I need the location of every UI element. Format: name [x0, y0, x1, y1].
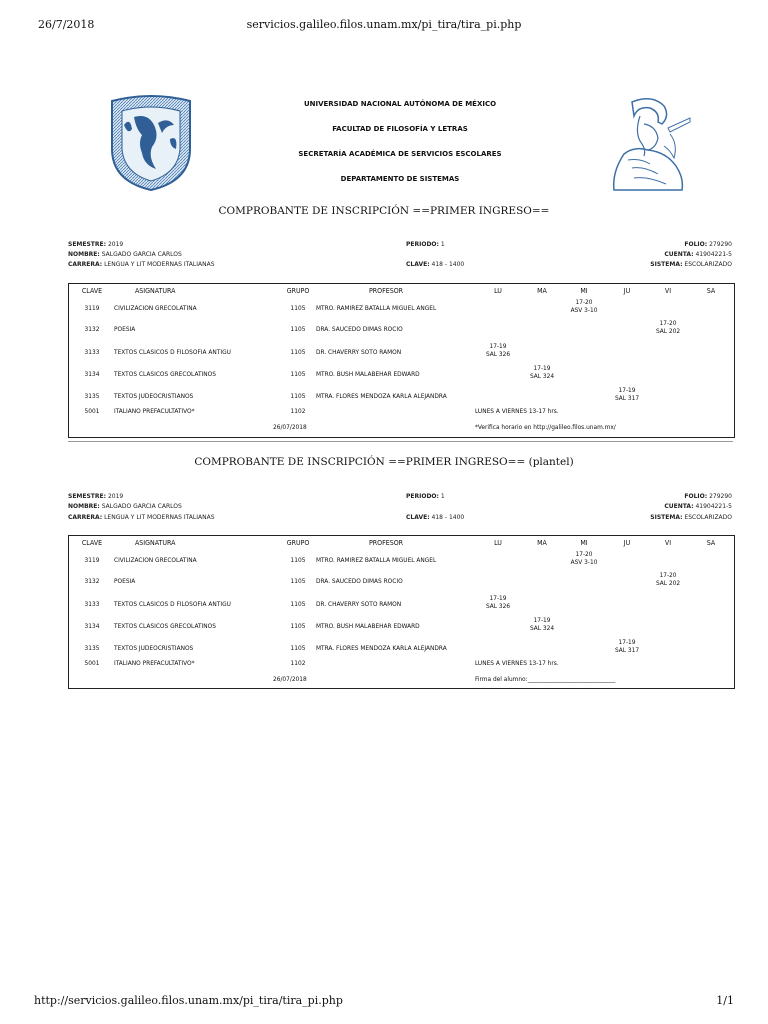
cell-clave: 5001	[84, 659, 100, 667]
institution-department: DEPARTAMENTO DE SISTEMAS	[340, 175, 460, 183]
cell-asignatura: TEXTOS CLASICOS GRECOLATINOS	[114, 622, 216, 630]
cell-profesor: DRA. SAUCEDO DIMAS ROCIO	[316, 577, 403, 585]
column-header-grupo: GRUPO	[286, 287, 310, 295]
print-date-cell: 26/07/2018	[273, 423, 307, 431]
cell-schedule-time: 17-19	[489, 342, 507, 350]
cell-clave: 5001	[84, 407, 100, 415]
print-date: 26/7/2018	[38, 18, 95, 31]
schedule-footnote: *Verifica horario en http://galileo.filos.unam.mx/	[475, 423, 616, 431]
column-header-mi: MI	[580, 539, 588, 547]
institution-secretary: SECRETARÍA ACADÉMICA DE SERVICIOS ESCOLARES	[298, 150, 502, 158]
column-header-lu: LU	[494, 539, 502, 547]
cell-asignatura: TEXTOS CLASICOS D FILOSOFIA ANTIGU	[114, 600, 231, 608]
clave-field: CLAVE: 418 - 1400	[406, 261, 465, 268]
cell-schedule-time: 17-19	[533, 364, 551, 372]
cell-schedule-time: 17-19	[533, 616, 551, 624]
column-header-asignatura: ASIGNATURA	[135, 287, 176, 295]
cell-asignatura: ITALIANO PREFACULTATIVO*	[114, 659, 195, 667]
cell-profesor: DR. CHAVERRY SOTO RAMON	[316, 348, 402, 356]
cell-schedule-note: LUNES A VIERNES 13-17 hrs.	[475, 659, 559, 667]
cell-profesor: MTRA. FLORES MENDOZA KARLA ALEJANDRA	[316, 392, 447, 400]
cell-asignatura: POESIA	[114, 325, 136, 333]
print-page-number: 1/1	[716, 994, 734, 1007]
cell-schedule-room: SAL 317	[614, 394, 640, 402]
cell-schedule-time: 17-20	[575, 298, 593, 306]
sistema-field: SISTEMA: ESCOLARIZADO	[650, 514, 732, 521]
cell-clave: 3133	[84, 600, 100, 608]
cell-schedule-time: 17-19	[618, 386, 636, 394]
cell-schedule-room: SAL 202	[655, 579, 681, 587]
cell-schedule-room: ASV 3-10	[570, 558, 598, 566]
column-header-mi: MI	[580, 287, 588, 295]
column-header-ma: MA	[537, 539, 547, 547]
cell-schedule-time: 17-19	[489, 594, 507, 602]
column-header-ju: JU	[623, 539, 631, 547]
cell-grupo: 1105	[290, 325, 306, 333]
cell-schedule-room: SAL 324	[529, 624, 555, 632]
cuenta-field: CUENTA: 41904221-5	[664, 251, 732, 258]
cell-clave: 3134	[84, 370, 100, 378]
cell-schedule-room: SAL 326	[485, 602, 511, 610]
cell-clave: 3119	[84, 556, 100, 564]
column-header-sa: SA	[706, 539, 716, 547]
print-footer-url: http://servicios.galileo.filos.unam.mx/pi_tira/tira_pi.php	[34, 994, 343, 1007]
cell-schedule-time: 17-19	[618, 638, 636, 646]
column-header-clave: CLAVE	[81, 287, 103, 295]
cell-grupo: 1105	[290, 370, 306, 378]
cell-asignatura: TEXTOS CLASICOS D FILOSOFIA ANTIGU	[114, 348, 231, 356]
nombre-field: NOMBRE: SALGADO GARCIA CARLOS	[68, 503, 182, 510]
receipt-title-plantel: COMPROBANTE DE INSCRIPCIÓN ==PRIMER INGRESO== (plantel)	[194, 456, 574, 468]
cell-clave: 3132	[84, 325, 100, 333]
periodo-field: PERIODO: 1	[406, 241, 445, 248]
cell-schedule-room: SAL 202	[655, 327, 681, 335]
cell-profesor: DRA. SAUCEDO DIMAS ROCIO	[316, 325, 403, 333]
cell-clave: 3135	[84, 392, 100, 400]
cell-grupo: 1105	[290, 392, 306, 400]
cell-profesor: DR. CHAVERRY SOTO RAMON	[316, 600, 402, 608]
cell-schedule-note: LUNES A VIERNES 13-17 hrs.	[475, 407, 559, 415]
cell-grupo: 1105	[290, 622, 306, 630]
schedule-table-plantel	[68, 535, 735, 689]
cell-grupo: 1102	[290, 407, 306, 415]
cell-profesor: MTRO. RAMIREZ BATALLA MIGUEL ANGEL	[316, 556, 437, 564]
cell-asignatura: CIVILIZACION GRECOLATINA	[114, 304, 197, 312]
cell-clave: 3119	[84, 304, 100, 312]
cell-asignatura: ITALIANO PREFACULTATIVO*	[114, 407, 195, 415]
column-header-ju: JU	[623, 287, 631, 295]
cell-schedule-time: 17-20	[575, 550, 593, 558]
column-header-ma: MA	[537, 287, 547, 295]
cell-asignatura: TEXTOS JUDEOCRISTIANOS	[114, 644, 194, 652]
folio-field: FOLIO: 279290	[684, 493, 732, 500]
cell-profesor: MTRO. BUSH MALABEHAR EDWARD	[316, 370, 420, 378]
cell-profesor: MTRO. BUSH MALABEHAR EDWARD	[316, 622, 420, 630]
cell-grupo: 1105	[290, 304, 306, 312]
schedule-table	[68, 283, 735, 438]
folio-field: FOLIO: 279290	[684, 241, 732, 248]
semestre-field: SEMESTRE: 2019	[68, 493, 124, 500]
column-header-grupo: GRUPO	[286, 539, 310, 547]
cell-grupo: 1105	[290, 348, 306, 356]
cell-profesor: MTRA. FLORES MENDOZA KARLA ALEJANDRA	[316, 644, 447, 652]
carrera-field: CARRERA: LENGUA Y LIT MODERNAS ITALIANAS	[68, 514, 215, 521]
cell-grupo: 1105	[290, 644, 306, 652]
cell-clave: 3133	[84, 348, 100, 356]
cell-schedule-time: 17-20	[659, 571, 677, 579]
cell-grupo: 1102	[290, 659, 306, 667]
schedule-table-body	[69, 284, 734, 437]
schedule-table-body	[69, 536, 734, 688]
cell-schedule-room: ASV 3-10	[570, 306, 598, 314]
cell-asignatura: TEXTOS CLASICOS GRECOLATINOS	[114, 370, 216, 378]
nombre-field: NOMBRE: SALGADO GARCIA CARLOS	[68, 251, 182, 258]
cell-asignatura: CIVILIZACION GRECOLATINA	[114, 556, 197, 564]
institution-faculty: FACULTAD DE FILOSOFÍA Y LETRAS	[332, 125, 468, 133]
cuenta-field: CUENTA: 41904221-5	[664, 503, 732, 510]
column-header-profesor: PROFESOR	[369, 287, 404, 295]
column-header-lu: LU	[494, 287, 502, 295]
signature-line: Firma del alumno:______________________________	[475, 675, 616, 683]
print-date-cell: 26/07/2018	[273, 675, 307, 683]
institution-university: UNIVERSIDAD NACIONAL AUTÓNOMA DE MÉXICO	[303, 100, 497, 108]
carrera-field: CARRERA: LENGUA Y LIT MODERNAS ITALIANAS	[68, 261, 215, 268]
column-header-vi: VI	[664, 287, 672, 295]
cell-grupo: 1105	[290, 600, 306, 608]
column-header-clave: CLAVE	[81, 539, 103, 547]
column-header-profesor: PROFESOR	[369, 539, 404, 547]
cell-clave: 3135	[84, 644, 100, 652]
cell-asignatura: POESIA	[114, 577, 136, 585]
cell-grupo: 1105	[290, 577, 306, 585]
column-header-sa: SA	[706, 287, 716, 295]
cell-schedule-time: 17-20	[659, 319, 677, 327]
semestre-field: SEMESTRE: 2019	[68, 241, 124, 248]
cell-schedule-room: SAL 317	[614, 646, 640, 654]
cell-clave: 3134	[84, 622, 100, 630]
separator-line	[68, 441, 733, 442]
cell-clave: 3132	[84, 577, 100, 585]
cell-schedule-room: SAL 324	[529, 372, 555, 380]
periodo-field: PERIODO: 1	[406, 493, 445, 500]
column-header-asignatura: ASIGNATURA	[135, 539, 176, 547]
receipt-title: COMPROBANTE DE INSCRIPCIÓN ==PRIMER INGRESO==	[218, 205, 550, 217]
cell-asignatura: TEXTOS JUDEOCRISTIANOS	[114, 392, 194, 400]
cell-schedule-room: SAL 326	[485, 350, 511, 358]
cell-profesor: MTRO. RAMIREZ BATALLA MIGUEL ANGEL	[316, 304, 437, 312]
print-url-title: servicios.galileo.filos.unam.mx/pi_tira/tira_pi.php	[246, 18, 522, 31]
column-header-vi: VI	[664, 539, 672, 547]
clave-field: CLAVE: 418 - 1400	[406, 514, 465, 521]
cell-grupo: 1105	[290, 556, 306, 564]
sistema-field: SISTEMA: ESCOLARIZADO	[650, 261, 732, 268]
